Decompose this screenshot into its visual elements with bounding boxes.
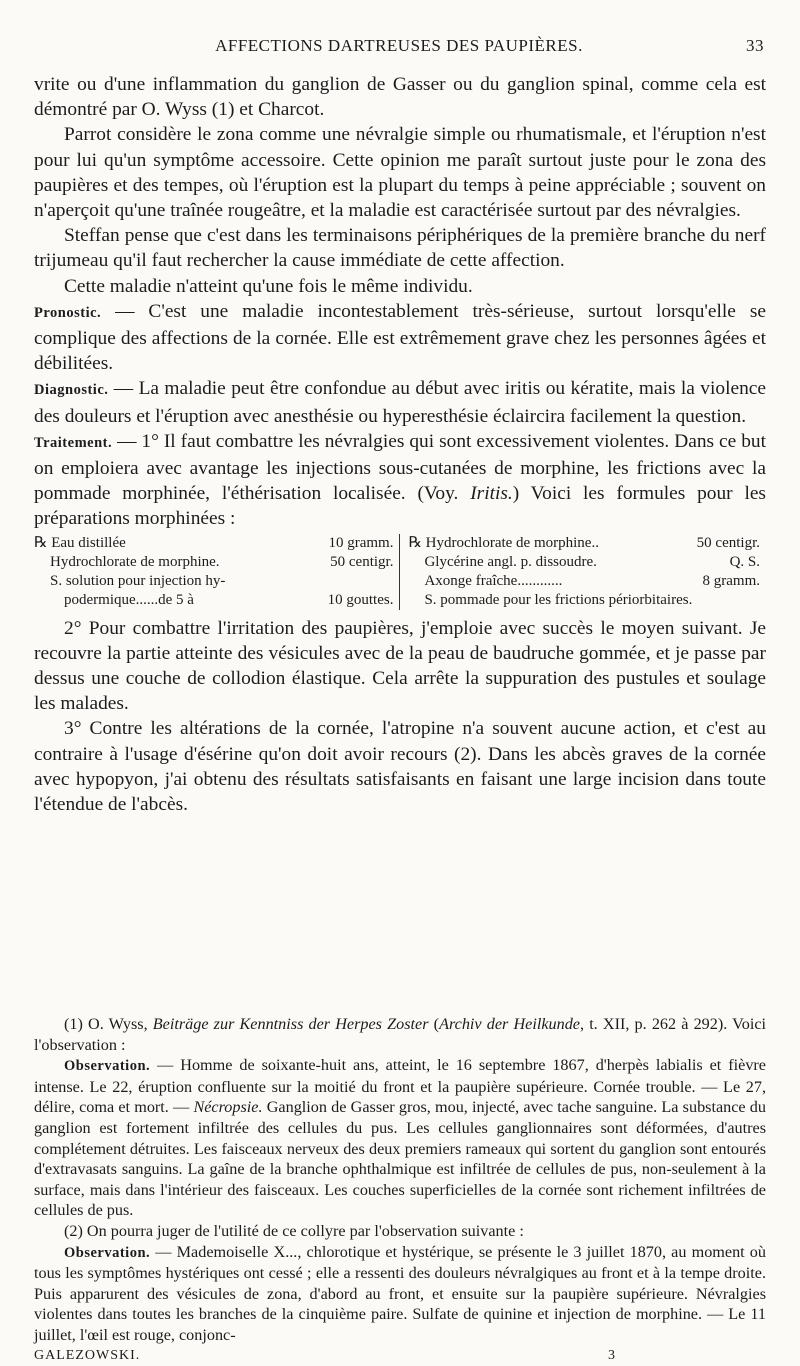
paragraph: 2° Pour combattre l'irritation des paupières, j'emploie avec succès le moyen suivant. Je recouvre la partie atteinte des vésicules avec de la peau de baudruche gommée, et je passe par dessus une couche de collodion élastique. Cela arrête la suppuration des pustules et soulage les malades. [34,617,766,715]
main-text [34,72,766,817]
ingredient: S. pommade pour les frictions périorbitaires. [424,591,693,608]
footnote-1-observation: Observation. — Homme de soixante-huit ans, atteint, le 16 septembre 1867, d'herpès labialis et fièvre intense. Le 22, éruption confluente sur la moitié du front et la paupière supérieure. Cornée trouble. — Le 27, délire, coma et mort. — Nécropsie. Ganglion de Gasser gros, mou, injecté, avec tache sanguine. La substance du ganglion est fortement infiltrée des cellules du pus. Les cellules ganglionnaires sont déformées, d'autres complétement détruites. Les faisceaux nerveux des deux premiers rameaux qui sortent du ganglion sont entourés d'extravasats sanguins. La gaîne de la branche ophthalmique est infiltrée de cellules de pus, non-seulement à la surface, mais dans l'intérieur des faisceaux. Les couches superficielles de la cornée sont richement infiltrées de cellules de pus. [34,1056,766,1220]
quantity: 8 gramm. [702,572,760,589]
footnotes [34,1014,766,1366]
ingredient: ℞ Eau distillée [34,534,126,551]
ingredient: ℞ Hydrochlorate de morphine.. [408,534,599,551]
footnote-2: (2) On pourra juger de l'utilité de ce collyre par l'observation suivante : [64,1221,524,1240]
footnote-1: (1) O. Wyss, Beiträge zur Kenntniss der Herpes Zoster (Archiv der Heilkunde, t. XII, p. 262 à 292). Voici l'observation : [34,1015,767,1054]
quantity: Q. S. [729,553,760,570]
signature-line [34,1346,766,1366]
ingredient: Glycérine angl. p. dissoudre. [424,553,597,570]
formula-line [34,572,393,591]
formula-injection [34,534,399,610]
formula-line [34,553,393,572]
section-label: Diagnostic. [34,382,109,399]
section-traitement [34,429,766,532]
section-diagnostic [34,376,766,428]
paragraph: 3° Contre les altérations de la cornée, l'atropine n'a souvent aucune action, et c'est au contraire à l'usage d'ésérine qu'on doit avoir recours (2). Dans les abcès graves de la cornée avec hypopyon, j'ai obtenu des résultats satisfaisants en faisant une large incision dans toute l'étendue de l'abcès. [34,718,766,816]
section-pronostic [34,299,766,377]
formula-line [408,553,760,572]
ingredient: Hydrochlorate de morphine. [50,553,220,570]
formula-line [34,534,393,553]
quantity: 10 gramm. [328,534,394,551]
quantity: 50 centigr. [696,534,760,551]
author-signature: GALEZOWSKI. [34,1347,141,1363]
section-text: — C'est une maladie incontestablement très-sérieuse, surtout lorsqu'elle se complique des affections de la cornée. Elle est extrêmement grave chez les personnes âgées et débilitées. [34,300,766,375]
section-label: Pronostic. [34,304,102,321]
formula-line [408,534,760,553]
paragraph: Steffan pense que c'est dans les terminaisons périphériques de la première branche du nerf trijumeau qu'il faut rechercher la cause immédiate de cette affection. [34,225,766,272]
quantity: 10 gouttes. [327,591,394,608]
quantity: 50 centigr. [330,553,394,570]
page-number: 33 [746,36,764,55]
paragraph: Cette maladie n'atteint qu'une fois le même individu. [64,275,473,297]
ingredient: podermique......de 5 à [64,591,194,608]
formula-line [34,591,393,610]
running-header [34,36,764,60]
section-text: — La maladie peut être confondue au début avec iritis ou kératite, mais la violence des douleurs et l'éruption avec anesthésie ou hyperesthésie éclaircira facilement la question. [34,378,766,427]
section-text: ) Voici les formules pour les préparations morphinées : [34,483,766,530]
running-title: AFFECTIONS DARTREUSES DES PAUPIÈRES. [215,36,583,55]
section-label: Traitement. [34,434,113,451]
section-text: — 1° Il faut combattre les névralgies qui sont excessivement violentes. Dans ce but on emploiera avec avantage les injections sous-cutanées de morphine, les frictions avec la pommade morphinée, l'éthérisation localisée. (Voy. [34,430,766,505]
formula-table [34,534,766,610]
formula-line [408,572,760,591]
ingredient: Axonge fraîche............ [424,572,563,589]
ingredient: S. solution pour injection hy- [50,572,226,589]
paragraph: vrite ou d'une inflammation du ganglion de Gasser ou du ganglion spinal, comme cela est démontré par O. Wyss (1) et Charcot. [34,74,766,121]
footnote-2-observation: Observation. — Mademoiselle X..., chlorotique et hystérique, se présente le 3 juillet 1870, au moment où tous les symptômes hystériques ont cessé ; elle a ressenti des douleurs névralgiques au front et à la tempe droite. Puis apparurent des vésicules de zona, d'abord au front, et ensuite sur la paupière supérieure. Névralgies violentes dans toutes les branches de la cinquième paire. Sulfate de quinine et injection de morphine. — Le 11 juillet, l'œil est rouge, conjonc- [34,1242,766,1344]
sheet-number: 3 [608,1347,616,1363]
paragraph: Parrot considère le zona comme une névralgie simple ou rhumatismale, et l'éruption n'est pour lui qu'un symptôme accessoire. Cette opinion me paraît surtout juste pour le zona des paupières et des tempes, où l'éruption est la plupart du temps à peine appréciable ; souvent on n'aperçoit qu'une traînée rougeâtre, et la maladie est caractérisée surtout par des névralgies. [34,124,766,222]
formula-pommade [399,534,766,610]
formula-line [408,591,760,610]
cross-reference: Iritis. [470,483,513,505]
